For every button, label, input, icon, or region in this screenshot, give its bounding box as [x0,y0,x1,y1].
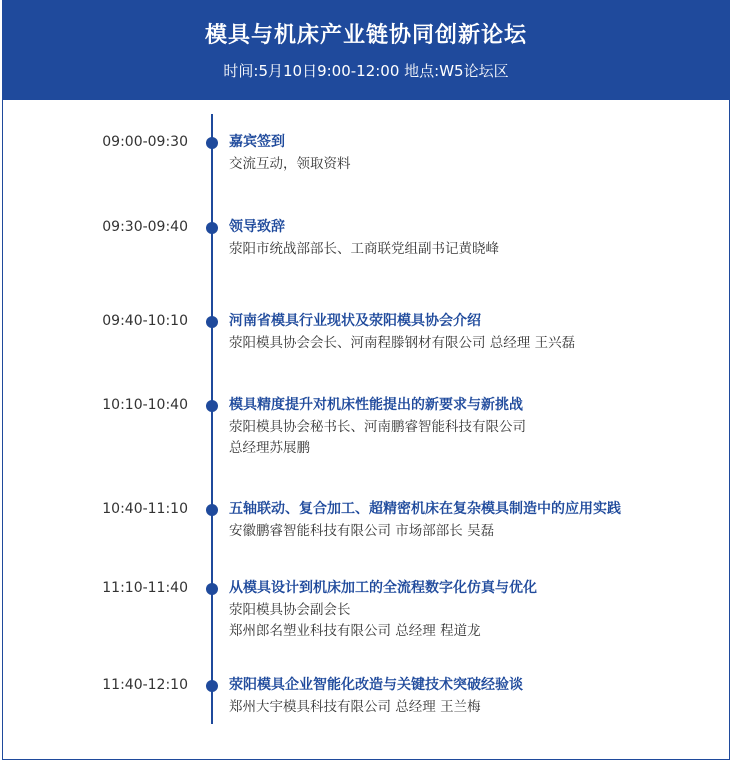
timeline-dot-icon [206,137,218,149]
agenda-description-line: 郑州郎名塑业科技有限公司 总经理 程道龙 [229,623,481,639]
agenda-description [229,697,481,718]
agenda-time: 10:40-11:10 [102,501,188,517]
timeline-line [211,114,213,724]
agenda-topic: 嘉宾签到 [229,134,285,150]
agenda-time: 10:10-10:40 [102,397,188,413]
agenda-description-line: 荥阳模具协会秘书长、河南鹏睿智能科技有限公司 [229,419,526,435]
agenda-topic: 从模具设计到机床加工的全流程数字化仿真与优化 [229,580,537,596]
agenda-description-line: 荥阳市统战部部长、工商联党组副书记黄晓峰 [229,241,499,257]
timeline-dot-icon [206,583,218,595]
agenda-topic: 荥阳模具企业智能化改造与关键技术突破经验谈 [229,677,523,693]
agenda-description-line: 荥阳模具协会副会长 [229,602,351,618]
page-subtitle: 时间:5月10日9:00-12:00 地点:W5论坛区 [223,62,509,80]
agenda-description [229,154,351,175]
timeline-dot-icon [206,222,218,234]
agenda-frame [2,0,730,760]
agenda-time: 09:30-09:40 [102,219,188,235]
agenda-description-line: 安徽鹏睿智能科技有限公司 市场部部长 吴磊 [229,523,495,539]
agenda-description [229,521,494,542]
agenda-description [229,417,526,459]
agenda-time: 11:10-11:40 [102,580,188,596]
page-title: 模具与机床产业链协同创新论坛 [204,23,527,48]
agenda-description [229,600,481,642]
agenda-topic: 五轴联动、复合加工、超精密机床在复杂模具制造中的应用实践 [229,501,621,517]
agenda-description-line: 总经理苏展鹏 [229,440,310,456]
agenda-description-line: 荥阳模具协会会长、河南程滕钢材有限公司 总经理 王兴磊 [229,335,576,351]
agenda-time: 11:40-12:10 [102,677,188,693]
agenda-topic: 模具精度提升对机床性能提出的新要求与新挑战 [229,397,523,413]
agenda-description-line: 交流互动，领取资料 [229,156,351,172]
agenda-description [229,333,575,354]
agenda-time: 09:40-10:10 [102,313,188,329]
agenda-topic: 领导致辞 [229,219,285,235]
header-banner [2,0,730,100]
agenda-time: 09:00-09:30 [102,134,188,150]
timeline-dot-icon [206,316,218,328]
agenda-description [229,239,499,260]
timeline-dot-icon [206,680,218,692]
agenda-description-line: 郑州大宇模具科技有限公司 总经理 王兰梅 [229,699,481,715]
timeline-dot-icon [206,400,218,412]
timeline-dot-icon [206,504,218,516]
agenda-topic: 河南省模具行业现状及荥阳模具协会介绍 [229,313,481,329]
